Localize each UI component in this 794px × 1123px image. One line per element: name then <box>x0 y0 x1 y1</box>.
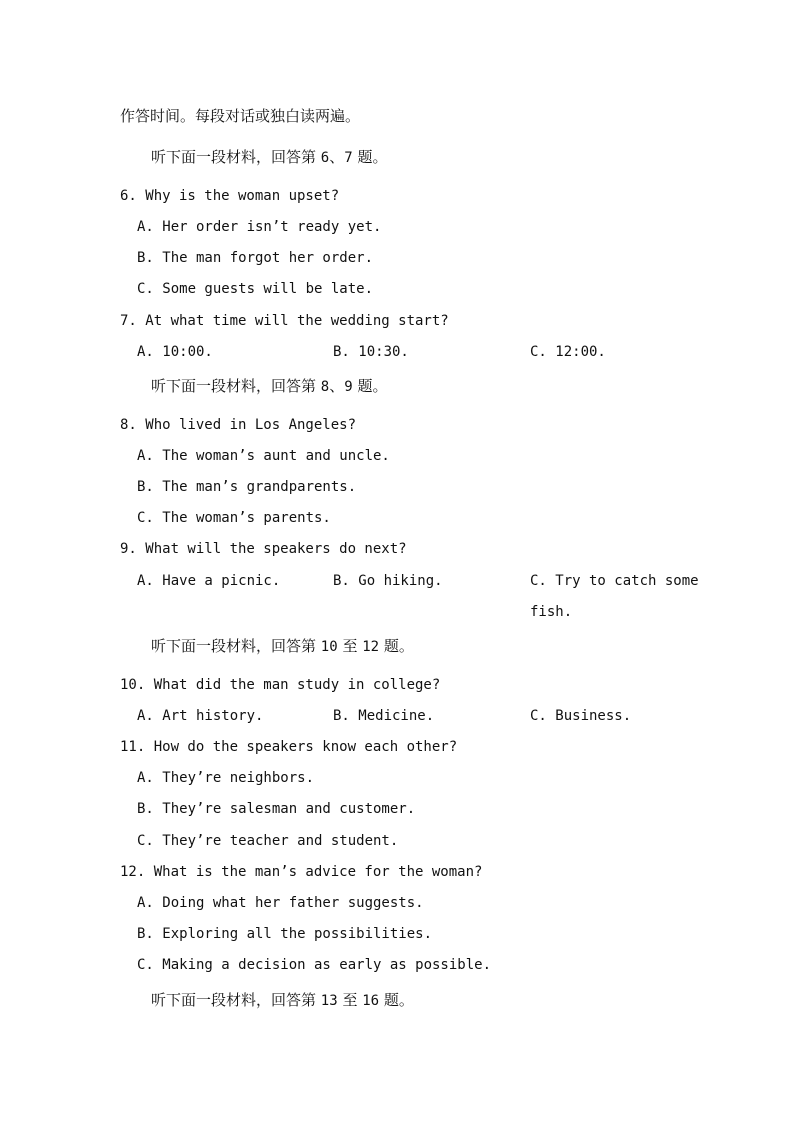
section-heading-6-7: 听下面一段材料，回答第 6、7 题。 <box>151 148 388 166</box>
question-stem-12: 12. What is the man’s advice for the woman? <box>120 864 483 880</box>
option-11b: B. They’re salesman and customer. <box>137 801 416 817</box>
question-stem-6: 6. Why is the woman upset? <box>120 188 340 204</box>
option-8c: C. The woman’s parents. <box>137 510 331 526</box>
option-11c: C. They’re teacher and student. <box>137 833 399 849</box>
section-heading-13-16: 听下面一段材料，回答第 13 至 16 题。 <box>151 991 414 1009</box>
question-stem-10: 10. What did the man study in college? <box>120 677 441 693</box>
section-heading-10-12: 听下面一段材料，回答第 10 至 12 题。 <box>151 637 414 655</box>
question-stem-7: 7. At what time will the wedding start? <box>120 313 449 329</box>
option-12c: C. Making a decision as early as possible. <box>137 957 492 973</box>
option-7c: C. 12:00. <box>530 344 606 360</box>
option-9c: C. Try to catch some <box>530 573 699 589</box>
option-7b: B. 10:30. <box>333 344 409 360</box>
option-10b: B. Medicine. <box>333 708 435 724</box>
question-stem-11: 11. How do the speakers know each other? <box>120 739 458 755</box>
option-8b: B. The man’s grandparents. <box>137 479 357 495</box>
option-12a: A. Doing what her father suggests. <box>137 895 424 911</box>
option-6a: A. Her order isn’t ready yet. <box>137 219 382 235</box>
option-12b: B. Exploring all the possibilities. <box>137 926 433 942</box>
option-7a: A. 10:00. <box>137 344 213 360</box>
intro-text: 作答时间。每段对话或独白读两遍。 <box>120 107 361 125</box>
question-stem-9: 9. What will the speakers do next? <box>120 541 407 557</box>
option-6b: B. The man forgot her order. <box>137 250 374 266</box>
option-10c: C. Business. <box>530 708 632 724</box>
option-10a: A. Art history. <box>137 708 264 724</box>
option-8a: A. The woman’s aunt and uncle. <box>137 448 390 464</box>
option-6c: C. Some guests will be late. <box>137 281 374 297</box>
option-11a: A. They’re neighbors. <box>137 770 315 786</box>
option-9a: A. Have a picnic. <box>137 573 281 589</box>
option-9b: B. Go hiking. <box>333 573 443 589</box>
section-heading-8-9: 听下面一段材料，回答第 8、9 题。 <box>151 377 388 395</box>
question-stem-8: 8. Who lived in Los Angeles? <box>120 417 357 433</box>
option-9c-continued: fish. <box>530 604 573 620</box>
